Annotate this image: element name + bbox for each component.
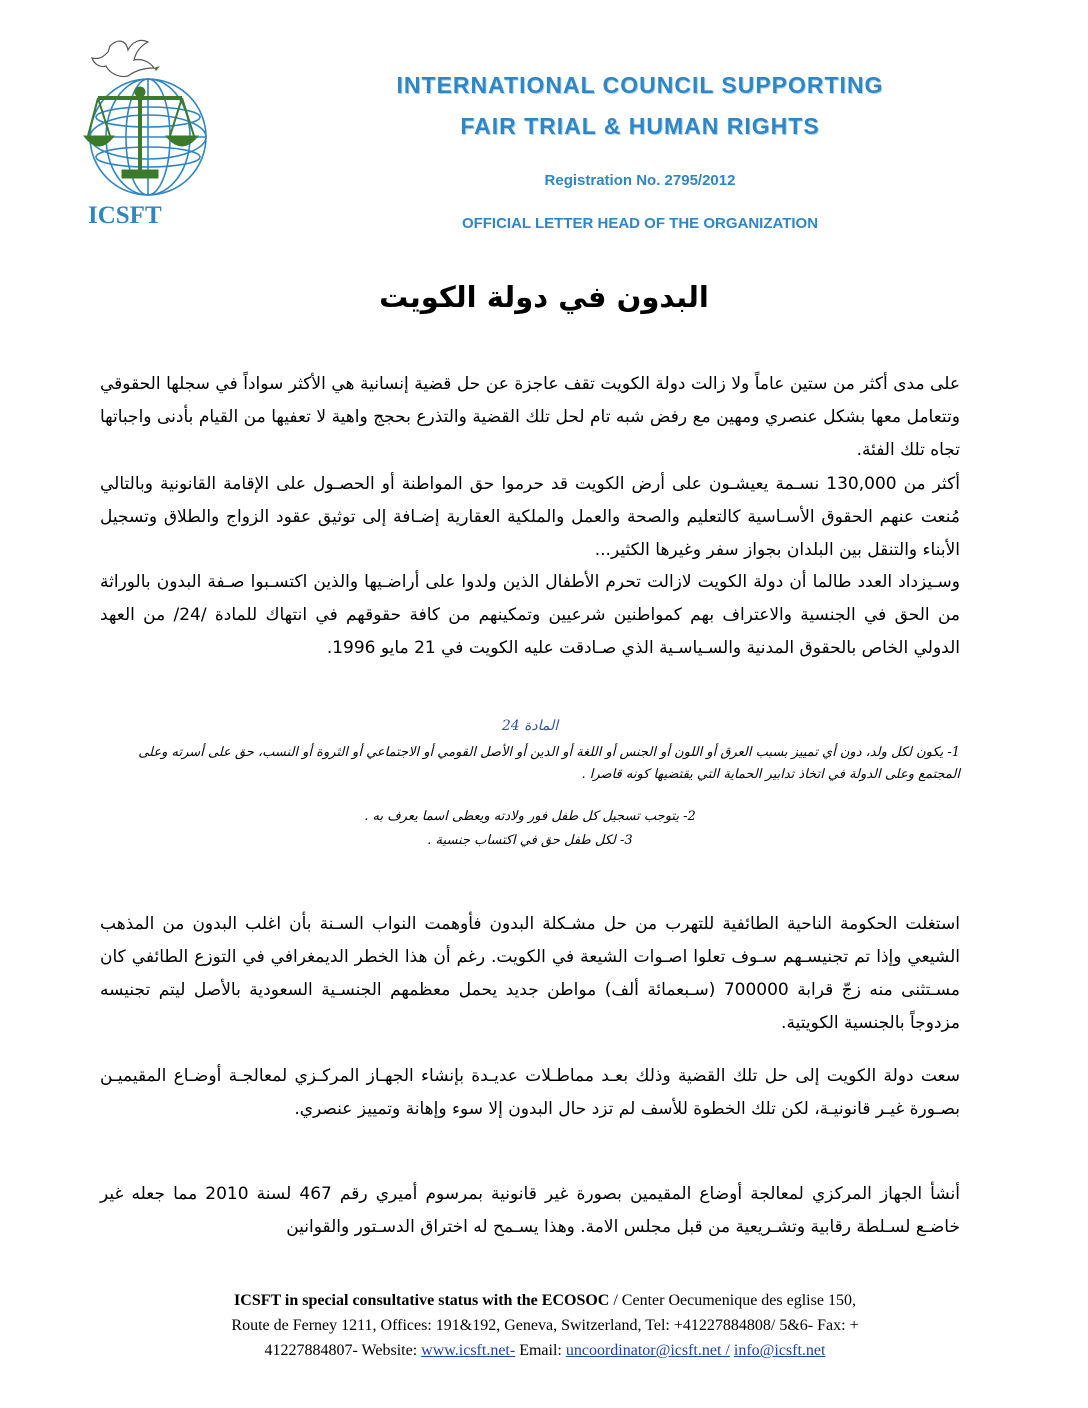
- body-paragraph: على مدى أكثر من ستين عاماً ولا زالت دولة الكويت تقف عاجزة عن حل قضية إنسانية هي الأكثر سواداً في سجلها الحقوقي وتتعامل معها بشكل عنصري ومهين مع رفض شبه تام لحل تلك القضية والتذرع بحجج واهية لا تعفيها من القيام بأدنى واجباتها تجاه تلك الفئة.: [100, 374, 960, 460]
- email-link-info[interactable]: info@icsft.net: [733, 1342, 826, 1359]
- footer-line3: [120, 1338, 970, 1363]
- article-clause: 1- يكون لكل ولد، دون أي تمييز بسبب العرق أو اللون أو الجنس أو اللغة أو الدين أو الأصل القومي أو الاجتماعي أو الثروة أو النسب، حق على أسرته وعلى المجتمع وعلى الدولة في اتخاذ تدابير الحماية التي يقتضيها كونه قاصرا .: [138, 745, 960, 782]
- body-paragraph: أكثر من 130,000 نسـمة يعيشـون على أرض الكويت قد حرموا حق المواطنة أو الحصـول على الإقامة القانونية وبالتالي مُنعت عنهم الحقوق الأسـاسية كالتعليم والصحة والعمل والملكية العقارية إضـافة إلى توثيق عقود الزواج والطلاق وتسجيل الأبناء والتنقل بين البلدان بجواز سفر وغيرها الكثير...: [100, 474, 960, 560]
- footer-email-label: Email:: [515, 1342, 566, 1359]
- article-heading: المادة 24: [501, 718, 559, 734]
- footer-address-start: / Center Oecumenique des eglise 150,: [609, 1292, 856, 1309]
- article-clause: 3- لكل طفل حق في اكتساب جنسية .: [427, 833, 633, 848]
- document-title: البدون في دولة الكويت: [379, 280, 709, 314]
- official-letterhead-label: OFFICIAL LETTER HEAD OF THE ORGANIZATION: [461, 215, 819, 232]
- organization-name-line1: INTERNATIONAL COUNCIL SUPPORTING: [396, 72, 884, 98]
- footer-website-label: 41227884807- Website:: [264, 1342, 422, 1359]
- footer: [120, 1288, 970, 1363]
- registration-number: Registration No. 2795/2012: [544, 172, 736, 189]
- footer-line1: [120, 1288, 970, 1313]
- website-link[interactable]: www.icsft.net-: [421, 1342, 516, 1359]
- body-paragraph: أنشأ الجهاز المركزي لمعالجة أوضاع المقيمين بصورة غير قانونية بمرسوم أميري رقم 467 لسنة 2010 مما جعله غير خاضـع لسـلطة رقابية وتشـريعية من قبل مجلس الامة. وهذا يسـمح له اختراق الدسـتور والقوانين: [100, 1184, 960, 1237]
- body-paragraph: وسـيزداد العدد طالما أن دولة الكويت لازالت تحرم الأطفال الذين ولدوا على أراضـيها والذين اكتسـبوا صـفة البدون بالوراثة من الحق في الجنسية والاعتراف بهم كمواطنين شرعيين وتمكينهم من كافة حقوقهم في انتهاك للمادة /24/ من العهد الدولي الخاص بالحقوق المدنية والسـياسـية الذي صـادقت عليه الكويت في 21 مايو 1996.: [100, 572, 960, 658]
- logo-text: ICSFT: [88, 202, 162, 229]
- dove-icon: [92, 40, 160, 76]
- footer-consultative-status: ICSFT in special consultative status with the ECOSOC: [234, 1292, 610, 1309]
- footer-line2: Route de Ferney 1211, Offices: 191&192, Geneva, Switzerland, Tel: +41227884808/ 5&6- Fax: +: [231, 1317, 859, 1334]
- body-paragraph: سعت دولة الكويت إلى حل تلك القضية وذلك بعـد مماطـلات عديـدة بإنشاء الجهـاز المركـزي لمعالجـة أوضـاع المقيميـن بصـورة غيـر قانونيـة، لكن تلك الخطوة للأسف لم تزد حال البدون إلا سوء وإهانة وتمييز عنصري.: [100, 1066, 960, 1119]
- body-paragraph: استغلت الحكومة الناحية الطائفية للتهرب من حل مشـكلة البدون فأوهمت النواب السـنة بأن اغلب البدون من المذهب الشيعي وإذا تم تجنيسـهم سـوف تعلوا اصـوات الشيعة في الكويت. رغم أن هذا الخطر الديمغرافي في التوزع الطائفي كان مسـتثنى منه زجّ قرابة 700000 (سـبعمائة ألف) مواطن جديد يحمل معظمهم الجنسـية السعودية بالأصل ليتم تجنيسه مزدوجاً بالجنسية الكويتية.: [100, 914, 960, 1033]
- article-clause: 2- يتوجب تسجيل كل طفل فور ولادته ويعطى اسما يعرف به .: [364, 809, 696, 824]
- email-link-coordinator[interactable]: uncoordinator@icsft.net /: [565, 1342, 730, 1359]
- organization-name-line2: FAIR TRIAL & HUMAN RIGHTS: [460, 113, 820, 139]
